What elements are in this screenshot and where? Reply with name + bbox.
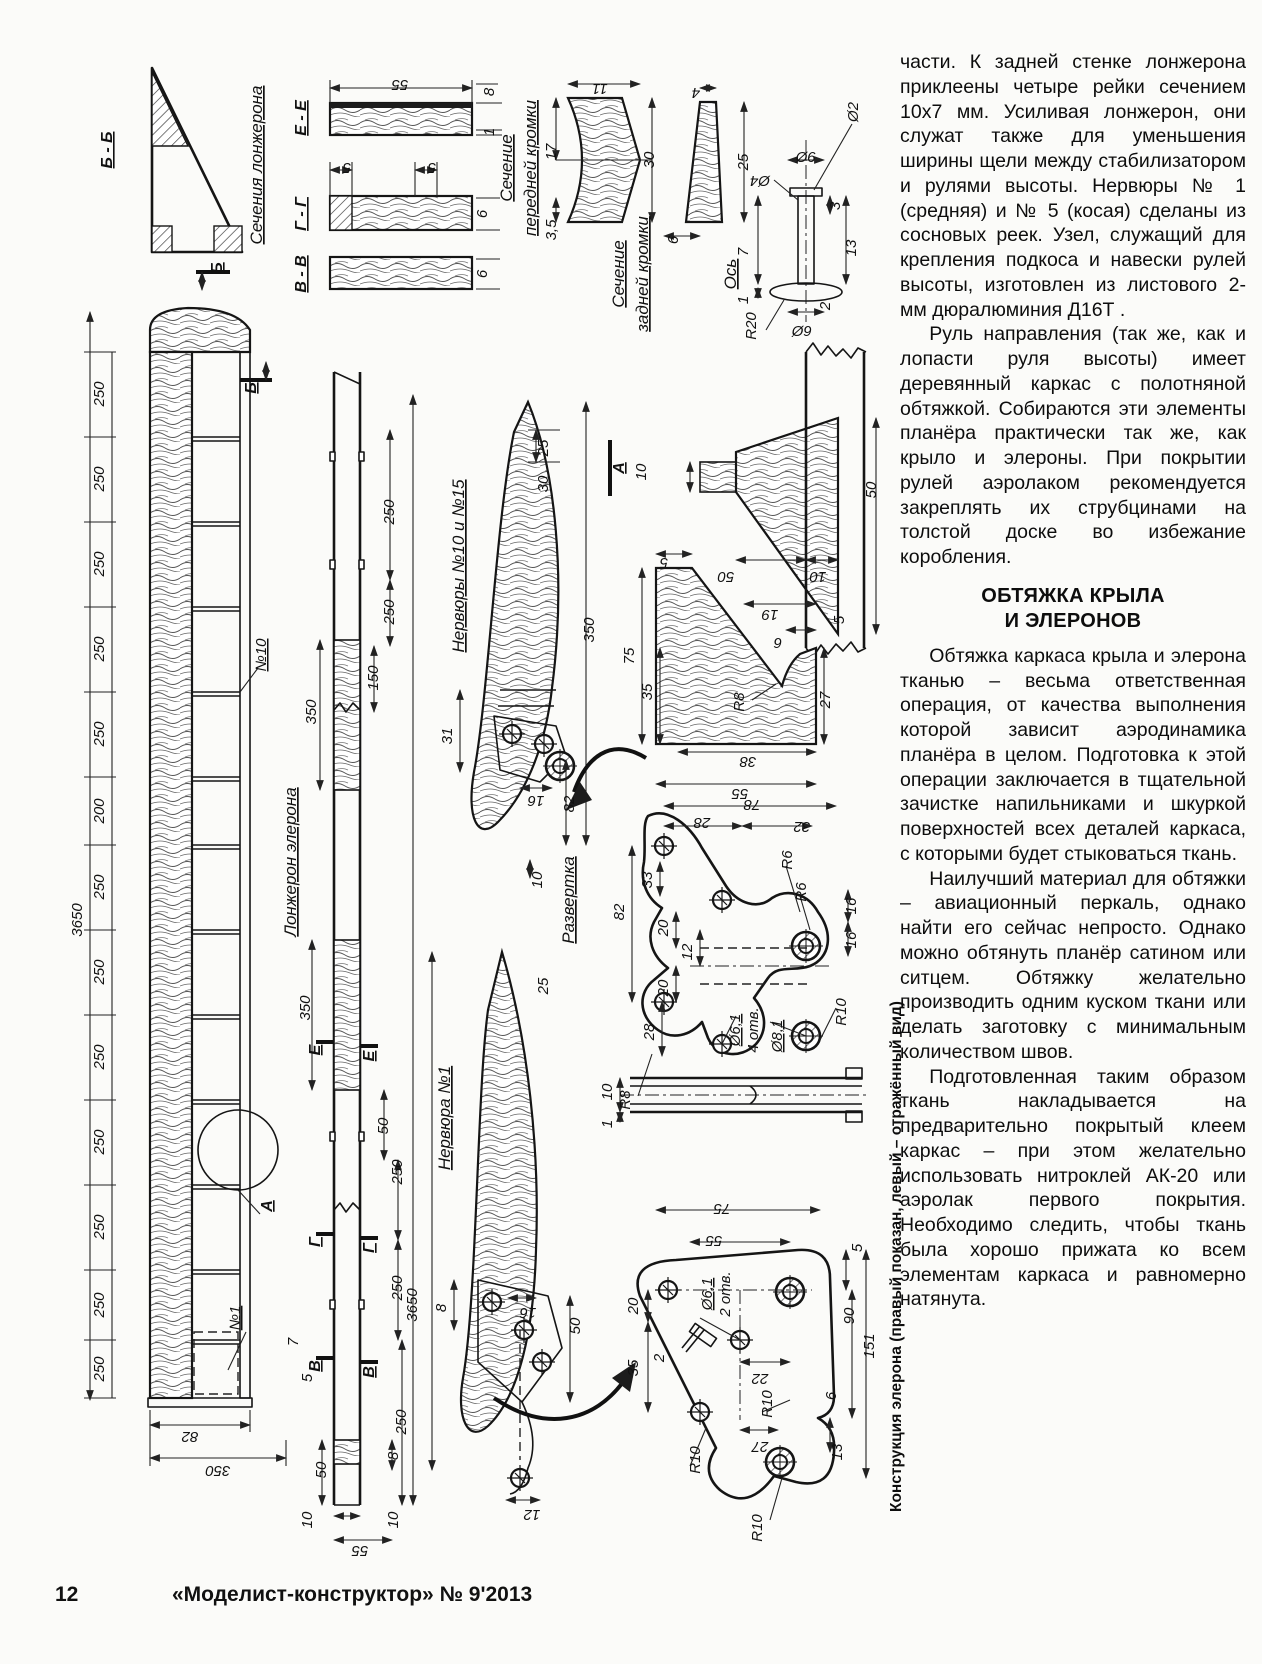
drawing-title-label: Лонжерон элерона [281,787,300,937]
aileron-spar-strip [312,372,413,1540]
dimension-label: 250 [91,381,108,407]
dimension-label: В - В [293,255,310,293]
dimension-label: 8 [481,87,498,97]
dimension-label: 6 [773,634,783,651]
leading-edge-section [556,84,652,222]
dimension-label: Г [361,1243,378,1253]
magazine-title: «Моделист-конструктор» № 9'2013 [172,1583,533,1606]
dimension-label: 55 [351,1542,369,1559]
article-column [900,50,1246,1312]
dimension-label: 250 [91,1292,108,1318]
dimension-label: R8 [617,1090,634,1110]
dimension-label: 200 [91,798,108,824]
dimension-label: 5 [427,159,437,176]
dimension-label: 20 [625,1297,642,1315]
dimension-label: 4 отв. [745,1007,762,1053]
dimension-label: R10 [833,998,850,1026]
dimension-label: 250 [91,1214,108,1240]
section-heading-line1: ОБТЯЖКА КРЫЛА [981,584,1165,607]
dimension-label: №1 [227,1305,244,1331]
dimension-label: 55 [391,76,409,93]
dimension-label: 16 [843,897,860,915]
dimension-label: А [259,1200,276,1212]
strut-bracket-plate [638,1210,866,1520]
dimension-label: 50 [863,481,880,499]
dimension-label: Ø6,1 [699,1277,716,1311]
dimension-label: 151 [861,1333,878,1359]
dimension-label: Б [243,382,260,394]
dimension-label: В [307,1360,324,1372]
dimension-label: 6Ø [791,322,813,339]
article-paragraph: части. К задней стенке лонжерона приклеены четыре рейки сечением 10х7 мм. Усиливая лонжерон, они служат также для уменьшения ширины щели между стабилизатором и рулями высоты. Нервюры № 1 (средняя) и № 5 (косая) сделаны из сосновых реек. Узел, служащий для крепления подкоса и навески рулей высоты, изготовлен из листового 2-мм дюралюминия Д16Т . [900,51,1246,321]
dimension-label: 17 [543,143,560,161]
trailing-edge-section [664,88,744,236]
dimension-label: 6 [474,269,491,279]
drawing-title-label: Нервюры №10 и №15 [449,479,468,653]
dimension-label: 82 [561,795,578,813]
dimension-label: 3650 [404,1288,421,1322]
article-paragraph: Подготовленная таким образом ткань накладывается на предварительно покрытый клеем каркас – при этом желательно использовать нитроклей АК-20 или аэролак первого покрытия. Необходимо следить, чтобы ткань была хорошо прижата ко всем элементам каркаса и равномерно натянута. [900,1065,1246,1311]
dimension-label: 13 [829,1443,846,1461]
dimension-label: 16 [527,792,545,809]
dimension-label: 3,5 [543,219,560,241]
dimension-label: R10 [749,1514,766,1542]
dimension-label: 10 [599,1083,616,1101]
dimension-label: 1 [735,295,752,305]
dimension-label: 11 [592,80,608,97]
dimension-label: А [611,462,628,474]
dimension-label: 5 [831,615,848,625]
dimension-label: Г - Г [293,197,310,231]
drawing-title-label: Сечение [609,240,628,308]
dimension-label: 350 [581,617,598,643]
dimension-label: 10 [529,871,546,889]
drawing-title-label: задней кромки [633,216,652,332]
dimension-label: 28 [693,814,711,831]
dimension-label: 50 [567,1317,584,1335]
dimension-label: 10 [633,463,650,481]
dimension-label: 50 [313,1461,330,1479]
dimension-label: 5 [342,159,352,176]
dimension-label: 7 [735,247,752,257]
article-paragraph: Обтяжка каркаса крыла и элерона тканью – весьма ответственная операция, от качества выполнения которой зависит аэродинамика планёра в целом. Подготовка к этой операции заключается в тщательной зачистке напильниками и шкуркой поверхностей всех деталей каркаса, с которыми будет стыковаться ткань. [900,644,1246,865]
dimension-label: 2 отв. [717,1271,734,1317]
dimension-label: 35 [625,1359,642,1377]
dimension-label: Ø6,1 [727,1013,744,1047]
dimension-label: В [361,1366,378,1378]
dimension-label: 20 [655,979,672,997]
dimension-label: 55 [731,785,749,802]
dimension-label: 250 [91,1044,108,1070]
dimension-label: 250 [91,1129,108,1155]
section-heading-line2: И ЭЛЕРОНОВ [1004,609,1142,632]
dimension-label: 250 [91,466,108,492]
dimension-label: 250 [91,636,108,662]
dimension-label: 5 [659,554,669,571]
dimension-label: 8 [385,1451,402,1461]
dimension-label: 27 [751,1438,769,1455]
dimension-label: 50 [717,568,735,585]
dimension-label: 12 [679,943,696,961]
dimension-label: 90 [841,1307,858,1325]
dimension-label: 6 [474,209,491,219]
dimension-label: R10 [759,1390,776,1418]
dimension-label: 250 [393,1409,410,1435]
dimension-label: 8 [433,1303,450,1313]
dimension-label: 250 [381,599,398,625]
view-a-junction [610,343,876,657]
dimension-label: R6 [793,882,810,902]
article-paragraph: Руль направления (так же, как и лопасти руля высоты) имеет деревянный каркас с полотняной обтяжкой. Собираются эти элементы планёра практически так же, как крыло и элероны. При покрытии рулей аэролаком рекомендуется закреплять их струбцинами на толстой доске во избежание коробления. [900,323,1246,568]
dimension-label: 10 [385,1511,402,1529]
dimension-label: Б [209,262,226,274]
dimension-label: 250 [91,551,108,577]
dimension-label: 19 [761,606,779,623]
dimension-label: Е [307,1044,324,1056]
dimension-label: 6 [823,1391,840,1401]
dimension-label: R6 [779,850,796,870]
dimension-label: 30 [535,475,552,493]
dimension-label: 12 [523,1506,541,1523]
dimension-label: №10 [253,638,270,672]
dimension-label: 25 [735,153,752,171]
dimension-label: 16 [519,1304,537,1321]
dimension-label: 9Ø [795,148,817,165]
dimension-label: 4 [691,84,701,101]
dimension-label: 25 [535,439,552,457]
dimension-label: R10 [687,1446,704,1474]
dimension-label: 82 [611,903,628,921]
dimension-label: 13 [843,239,860,257]
dimension-label: 27 [817,691,834,709]
bracket-development [632,806,848,1096]
spar-section-b-b [152,68,242,252]
article-paragraph: Наилучший материал для обтяжки – авиационный перкаль, однако найти его сейчас непросто. Однако можно обтянуть планёр сатином или ситцем. Обтяжку желательно производить одним куском ткани или делать заготовку с минимальным количеством швов. [900,867,1246,1063]
dimension-label: 1 [599,1119,616,1129]
page-number: 12 [55,1583,79,1606]
spar-sections-strips [330,80,502,289]
dimension-label: 250 [91,959,108,985]
dimension-label: 50 [375,1117,392,1135]
drawing-title-label: Сечения лонжерона [247,85,266,245]
dimension-label: 75 [713,1200,731,1217]
dimension-label: Е [361,1050,378,1062]
dimension-label: 5 [299,1373,316,1383]
dimension-label: 55 [705,1232,723,1249]
drawing-title-label: Развертка [559,856,578,944]
wing-panel-plan [84,272,286,1466]
dimension-label: 2 [817,301,834,311]
dimension-label: 38 [739,753,757,770]
drawing-vertical-caption: Конструкция элерона (правый показан, левый – отражённый вид) [888,1001,905,1512]
dimension-label: 78 [743,796,761,813]
dimension-label: 250 [389,1275,406,1301]
section-heading [900,584,1246,634]
dimension-label: 82 [181,1428,199,1445]
dimension-label: Ø4 [749,172,771,189]
dimension-label: R20 [743,312,760,340]
dimension-label: 10 [299,1511,316,1529]
dimension-label: 33 [639,871,656,889]
dimension-label: 350 [303,699,320,725]
dimension-label: 250 [91,1356,108,1382]
dimension-label: Б - Б [99,131,116,169]
dimension-label: 6 [665,235,682,245]
drawing-title-label: Ось [721,258,740,290]
dimension-label: 28 [641,1023,658,1041]
dimension-label: 22 [751,1370,769,1387]
dimension-label: 250 [389,1159,406,1185]
dimension-label: 250 [91,874,108,900]
dimension-label: 7 [285,1337,302,1347]
dimension-label: 350 [297,995,314,1021]
hinge-pin-strip [620,1068,870,1122]
dimension-label: 25 [535,977,552,995]
dimension-label: 75 [621,647,638,665]
dimension-label: Е - Е [293,100,310,136]
drawing-title-label: Нервюра №1 [435,1065,454,1171]
dimension-label: 2 [651,1353,668,1363]
dimension-label: 350 [205,1462,231,1479]
drawing-title-label: передней кромки [521,100,540,236]
dimension-label: 150 [365,665,382,691]
dimension-label: 10 [809,568,827,585]
dimension-label: Г [307,1237,324,1247]
dimension-label: 1 [481,127,498,137]
dimension-label: 250 [91,721,108,747]
dimension-label: 30 [641,151,658,169]
dimension-label: 3 [827,201,844,211]
dimension-label: Ø2 [845,101,862,123]
dimension-label: 20 [655,919,672,937]
dimension-label: 3650 [69,903,86,937]
dimension-label: Ø8,1 [769,1019,786,1053]
dimension-label: 32 [793,818,811,835]
dimension-label: 5 [849,1243,866,1253]
dimension-label: 31 [439,727,456,745]
drawing-title-label: Сечение [497,134,516,202]
dimension-label: 16 [843,931,860,949]
dimension-label: 35 [639,683,656,701]
dimension-label: R8 [731,692,748,712]
dimension-label: 250 [381,499,398,525]
